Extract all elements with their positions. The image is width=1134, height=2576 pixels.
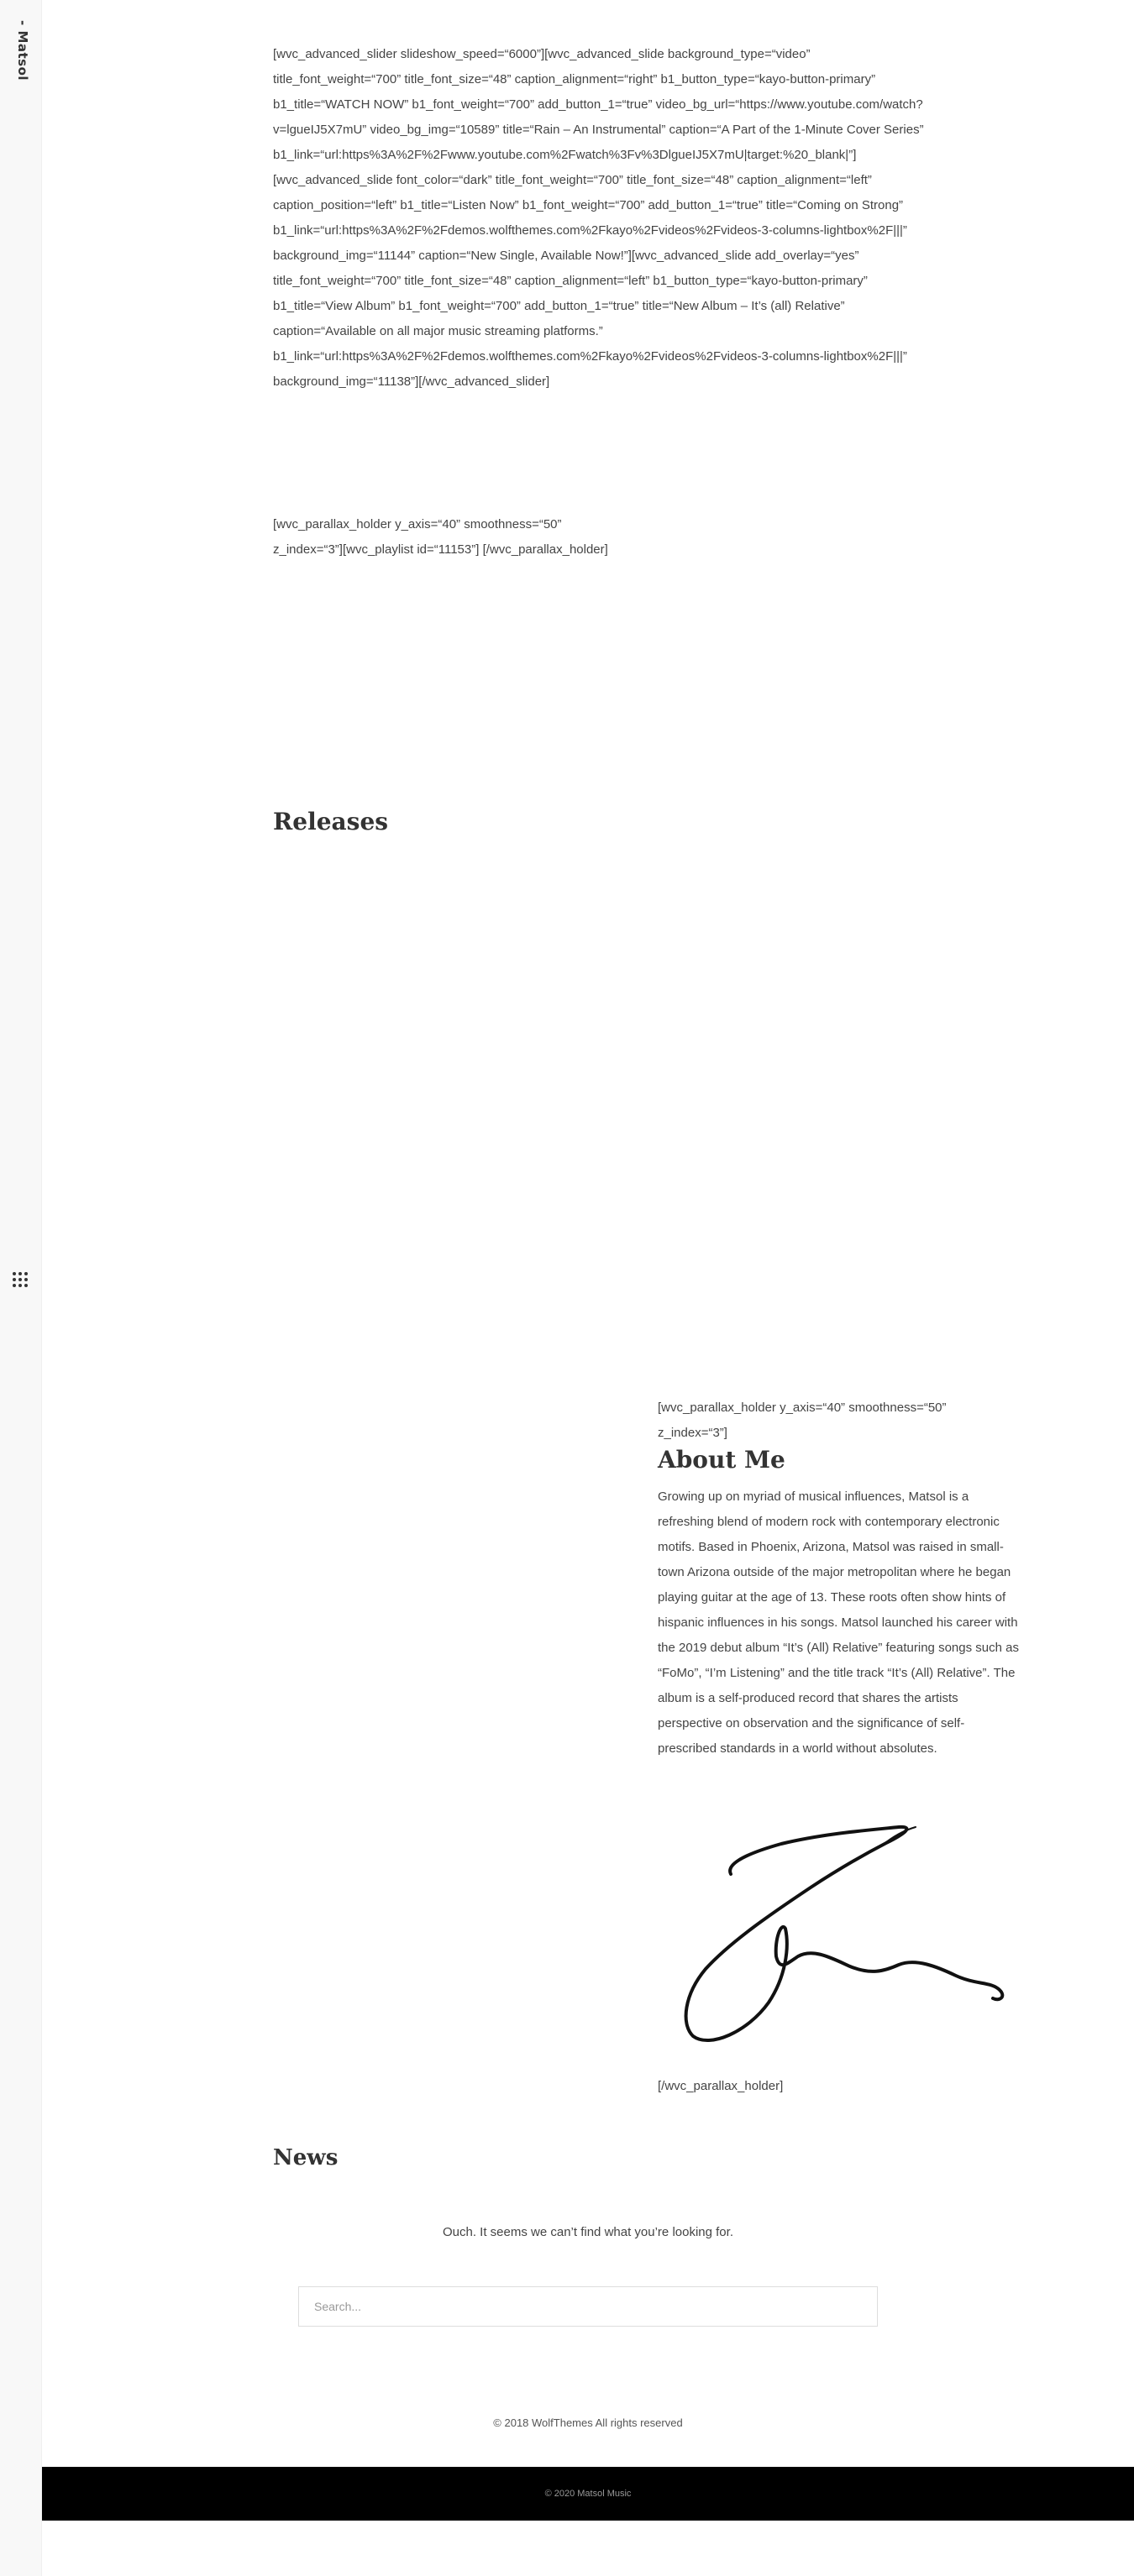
sidebar	[0, 0, 42, 2576]
slider-shortcode-text: [wvc_advanced_slider slideshow_speed=“6000”][wvc_advanced_slide background_type=“video” title_font_weight=“700” title_font_size=“48” caption_alignment=“right” b1_button_type=“kayo-button-primary” b1_title=“WATCH NOW” b1_font_weight=“700” add_button_1=“true” video_bg_url=“https://www.youtube.com/watch?v=lgueIJ5X7mU” video_bg_img=“10589” title=“Rain – An Instrumental” caption=“A Part of the 1-Minute Cover Series” b1_link=“url:https%3A%2F%2Fwww.youtube.com%2Fwatch%3Fv%3DlgueIJ5X7mU|target:%20_blank|”] [wvc_advanced_slide font_color=“dark” title_font_weight=“700” title_font_size=“48” caption_alignment=“left” caption_position=“left” b1_title=“Listen Now” b1_font_weight=“700” add_button_1=“true” title=“Coming on Strong” b1_link=“url:https%3A%2F%2Fdemos.wolfthemes.com%2Fkayo%2Fvideos%2Fvideos-3-columns-lightbox%2F|||” background_img=“11144” caption=“New Single, Available Now!”][wvc_advanced_slide add_overlay=“yes” title_font_weight=“700” title_font_size=“48” caption_alignment=“left” b1_button_type=“kayo-button-primary” b1_title=“View Album” b1_font_weight=“700” add_button_1=“true” title=“New Album – It’s (all) Relative” caption=“Available on all major music streaming platforms.” b1_link=“url:https%3A%2F%2Fdemos.wolfthemes.com%2Fkayo%2Fvideos%2Fvideos-3-columns-lightbox%2F|||” background_img=“11138”][/wvc_advanced_slider]	[273, 47, 924, 389]
signature-image	[664, 1822, 1016, 2049]
footer-bar	[42, 2467, 1134, 2521]
copyright-text: © 2018 WolfThemes All rights reserved	[493, 2416, 683, 2429]
footer-bar-text: © 2020 Matsol Music	[544, 2489, 632, 2499]
search-input[interactable]	[298, 2286, 878, 2327]
not-found-message: Ouch. It seems we can’t find what you’re looking for.	[442, 2225, 733, 2239]
about-body-text: Growing up on myriad of musical influences, Matsol is a refreshing blend of modern rock with contemporary electronic motifs. Based in Phoenix, Arizona, Matsol was raised in small-town Arizona outside of the major metropolitan where he began playing guitar at the age of 13. These roots often show hints of hispanic influences in his songs. Matsol launched his career with the 2019 debut album “It’s (All) Relative” featuring songs such as “FoMo”, “I’m Listening” and the title track “It’s (All) Relative”. The album is a self-produced record that shares the artists perspective on observation and the significance of self-prescribed standards in a world without absolutes.	[658, 1490, 1019, 1756]
site-logo[interactable]: - Matsol	[15, 20, 30, 81]
about-parallax-open-text: [wvc_parallax_holder y_axis=“40” smoothness=“50” z_index=“3”]	[658, 1401, 947, 1440]
releases-heading: Releases	[273, 808, 389, 835]
grid-dots-icon[interactable]	[11, 1270, 29, 1289]
about-heading: About Me	[658, 1446, 785, 1474]
playlist-shortcode-text: [wvc_parallax_holder y_axis=“40” smoothness=“50” z_index=“3”][wvc_playlist id=“11153”] [/wvc_parallax_holder]	[273, 517, 608, 557]
news-heading: News	[273, 2145, 339, 2170]
about-parallax-close-text: [/wvc_parallax_holder]	[658, 2079, 784, 2093]
